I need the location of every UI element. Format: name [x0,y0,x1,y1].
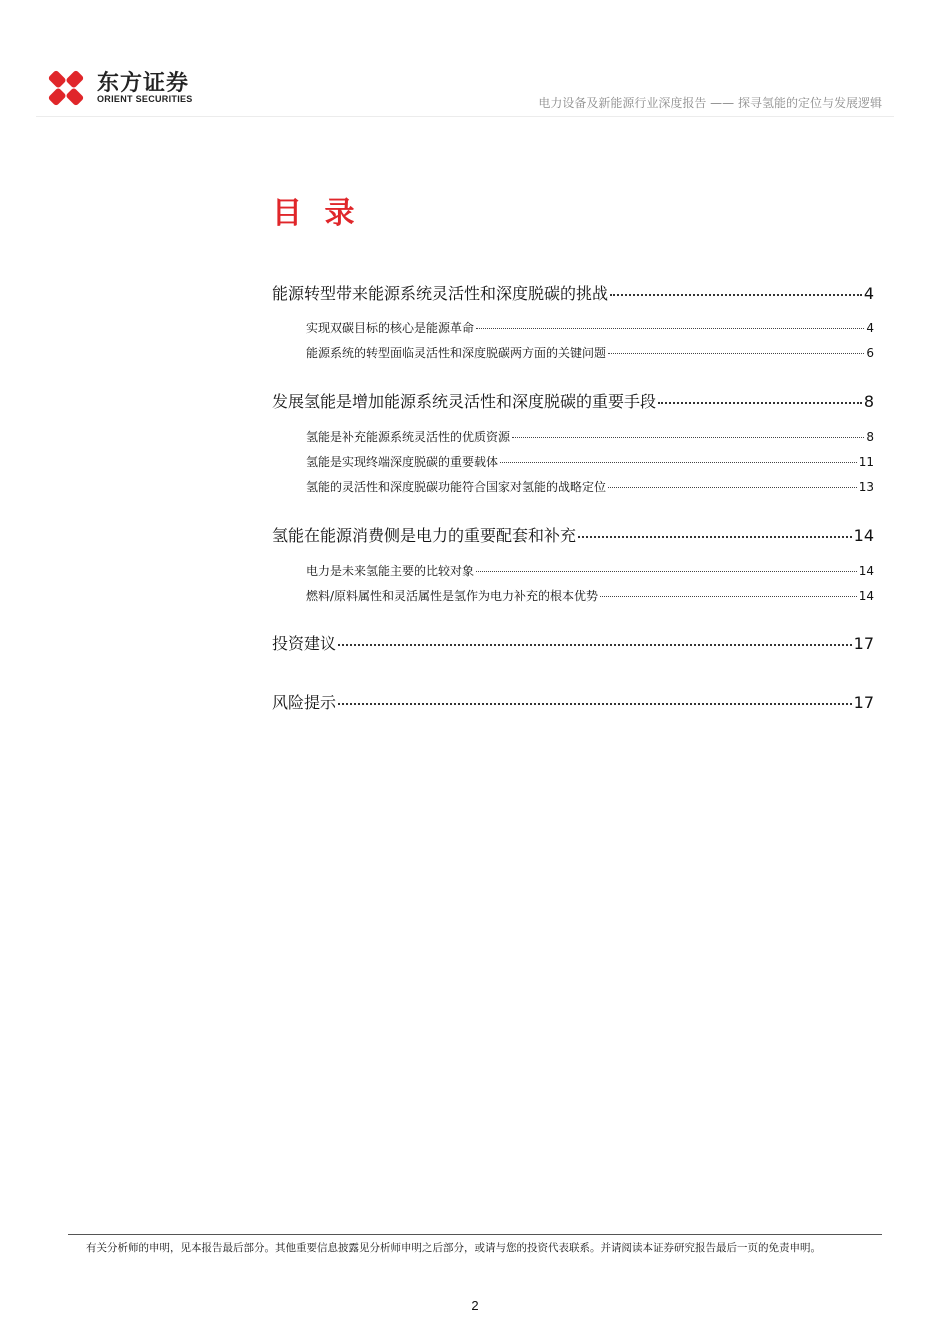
toc-entry-label: 氢能是补充能源系统灵活性的优质资源 [306,430,511,444]
toc-entry-label: 氢能的灵活性和深度脱碳功能符合国家对氢能的战略定位 [306,480,607,494]
brand-name-cn: 东方证券 [97,71,190,96]
toc-entry[interactable] [306,478,874,495]
toc-entry-label: 投资建议 [272,634,337,653]
toc-leader-dots [512,437,864,438]
toc-entry-label: 实现双碳目标的核心是能源革命 [306,321,475,335]
page-number: 2 [471,1298,479,1313]
toc-entry[interactable] [272,631,874,654]
toc-leader-dots [338,703,852,705]
footer-divider [68,1234,882,1235]
disclaimer-text: 有关分析师的申明，见本报告最后部分。其他重要信息披露见分析师申明之后部分，或请与您的投资代表联系。并请阅读本证券研究报告最后一页的免责申明。 [86,1242,821,1254]
toc-entry-page: 11 [858,455,874,469]
toc-entry-page: 14 [853,526,874,545]
toc-heading: 目 录 [272,196,361,231]
toc-entry[interactable] [272,523,874,546]
toc-entry-page: 6 [866,346,874,360]
toc-leader-dots [500,462,857,463]
toc-entry-page: 14 [858,564,874,578]
toc-entry-page: 4 [863,284,874,303]
toc-entry-page: 14 [858,589,874,603]
toc-entry[interactable] [272,281,874,304]
toc-entry-label: 氢能是实现终端深度脱碳的重要载体 [306,455,499,469]
orient-securities-logo-icon [44,66,88,110]
toc-entry-page: 17 [853,634,874,653]
report-title: 电力设备及新能源行业深度报告 —— 探寻氢能的定位与发展逻辑 [538,96,882,110]
toc-entry-label: 能源转型带来能源系统灵活性和深度脱碳的挑战 [272,284,609,303]
toc-entry[interactable] [306,562,874,579]
brand-name-en: ORIENT SECURITIES [97,94,193,104]
toc-leader-dots [658,402,862,404]
toc-entry-label: 发展氢能是增加能源系统灵活性和深度脱碳的重要手段 [272,392,657,411]
toc-leader-dots [610,294,862,296]
toc-entry-label: 风险提示 [272,693,337,712]
toc-entry-label: 电力是未来氢能主要的比较对象 [306,564,475,578]
toc-entry-page: 17 [853,693,874,712]
toc-entry[interactable] [306,428,874,445]
toc-leader-dots [476,571,857,572]
toc-leader-dots [476,328,864,329]
toc-entry-page: 8 [866,430,874,444]
toc-entry[interactable] [306,319,874,336]
toc-leader-dots [578,536,852,538]
toc-entry-label: 能源系统的转型面临灵活性和深度脱碳两方面的关键问题 [306,346,607,360]
toc-entry[interactable] [306,344,874,361]
toc-entry[interactable] [306,587,874,604]
toc-entry[interactable] [272,690,874,713]
toc-entry-page: 8 [863,392,874,411]
toc-entry-page: 4 [866,321,874,335]
toc-leader-dots [338,644,852,646]
toc-entry-label: 燃料/原料属性和灵活属性是氢作为电力补充的根本优势 [306,589,599,603]
toc-leader-dots [608,487,857,488]
header-divider [36,116,894,117]
toc-leader-dots [600,596,857,597]
toc-entry-label: 氢能在能源消费侧是电力的重要配套和补充 [272,526,577,545]
toc-entry-page: 13 [858,480,874,494]
page-header [0,0,950,120]
toc-entry[interactable] [306,453,874,470]
toc-entry[interactable] [272,389,874,412]
toc-leader-dots [608,353,864,354]
